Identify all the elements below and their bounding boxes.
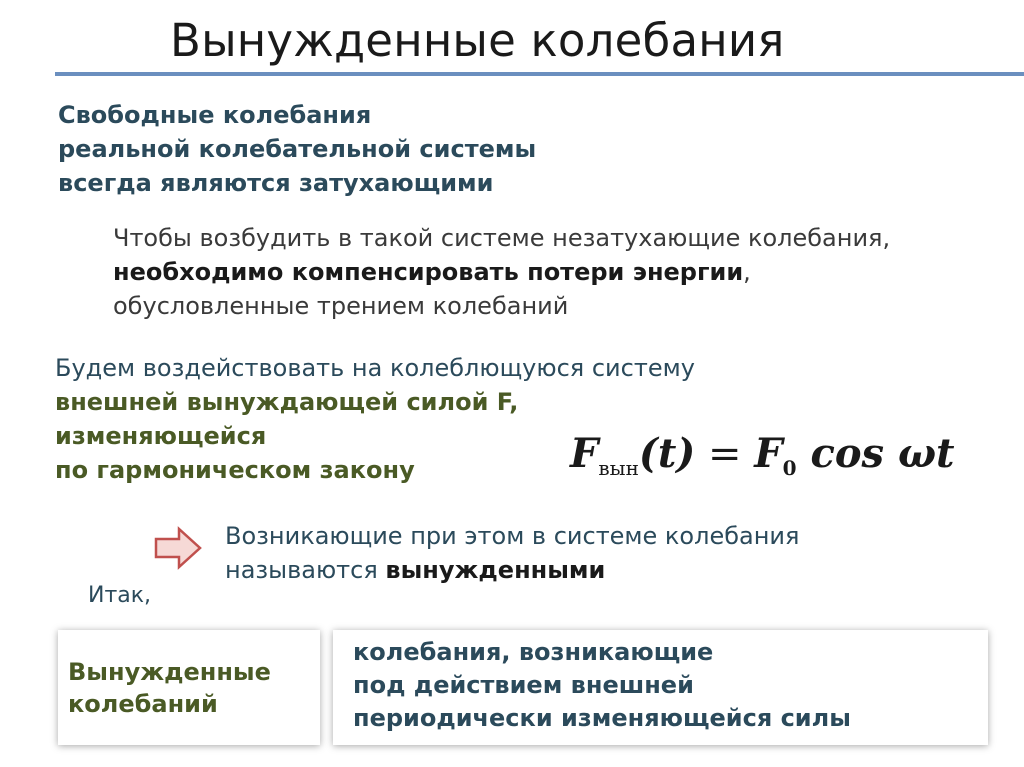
definition-term-card xyxy=(58,630,320,745)
term-line-1: Вынужденные xyxy=(68,658,271,686)
def-line-2: под действием внешней xyxy=(353,671,694,699)
title-divider xyxy=(55,72,1024,76)
definition-term xyxy=(68,656,271,720)
formula-zero: 0 xyxy=(782,456,797,480)
excite-line-3: обусловленные трением колебаний xyxy=(113,292,569,320)
formula-rest: cos ωt xyxy=(796,430,955,477)
result-line-1: Возникающие при этом в системе колебания xyxy=(225,522,800,550)
excite-line-1: Чтобы возбудить в такой системе незатухающие колебания, xyxy=(113,224,891,252)
formula-F0: F xyxy=(754,430,783,477)
force-line-4: по гармоническом закону xyxy=(55,456,415,484)
conclusion-label: Итак, xyxy=(88,583,152,608)
formula-F: F xyxy=(570,430,599,477)
force-formula xyxy=(570,430,955,480)
excitation-paragraph xyxy=(113,221,890,323)
excite-line-2-bold: необходимо компенсировать потери энергии xyxy=(113,258,744,286)
result-line-2-bold: вынужденными xyxy=(385,556,606,584)
excite-line-2-tail: , xyxy=(743,258,751,286)
intro-line-1: Свободные колебания xyxy=(58,101,372,129)
page-title: Вынужденные колебания xyxy=(170,14,785,67)
result-paragraph xyxy=(225,519,799,587)
def-line-1: колебания, возникающие xyxy=(353,638,714,666)
term-line-2: колебаний xyxy=(68,690,218,718)
right-arrow-icon xyxy=(153,526,203,570)
force-line-3: изменяющейся xyxy=(55,422,267,450)
force-line-2: внешней вынуждающей силой F, xyxy=(55,388,519,416)
formula-equals: = xyxy=(695,431,755,477)
excite-line-2 xyxy=(113,255,890,289)
formula-arg: (t) xyxy=(638,430,696,477)
def-line-3: периодически изменяющейся силы xyxy=(353,704,851,732)
intro-line-2: реальной колебательной системы xyxy=(58,135,537,163)
definition-text-card xyxy=(333,630,988,745)
result-line-2 xyxy=(225,553,799,587)
definition-text xyxy=(353,636,851,735)
force-line-1: Будем воздействовать на колеблющуюся систему xyxy=(55,354,695,382)
formula-subscript: вын xyxy=(598,456,639,480)
result-line-2-plain: называются xyxy=(225,556,386,584)
intro-statement xyxy=(58,98,536,200)
intro-line-3: всегда являются затухающими xyxy=(58,169,494,197)
